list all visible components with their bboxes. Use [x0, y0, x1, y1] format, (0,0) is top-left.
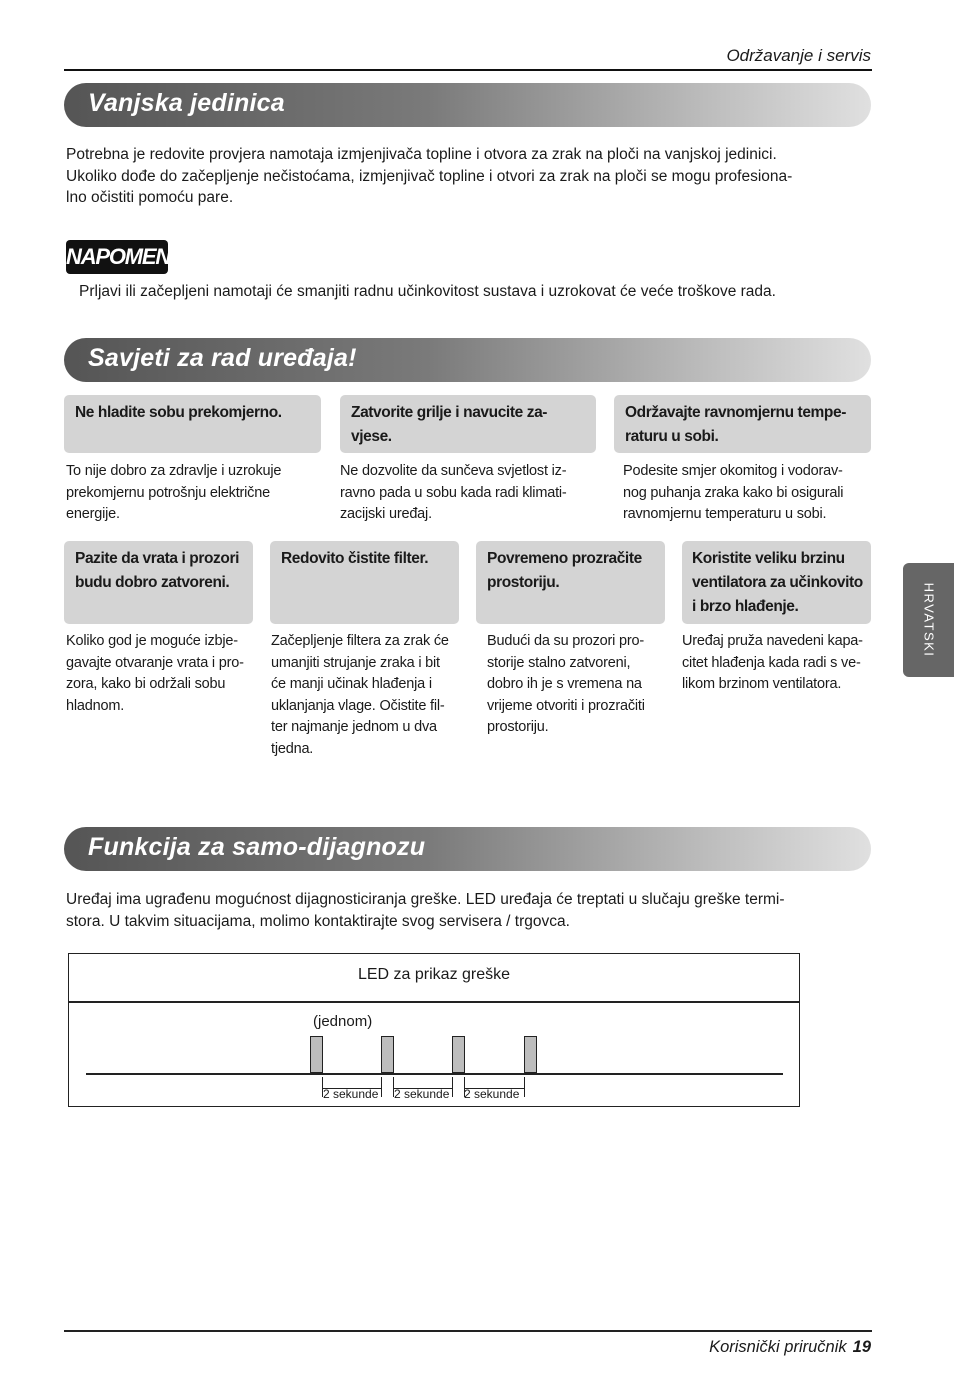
interval-tick — [381, 1077, 382, 1097]
tip-text: Budući da su prozori pro- storije stalno zatvoreni, dobro ih je s vremena na vrijeme otvoriti i prozračiti prostoriju. — [487, 633, 645, 735]
signal-baseline — [86, 1073, 783, 1075]
tip-heading-box — [270, 541, 459, 624]
section-banner-tips — [64, 338, 871, 382]
outdoor-line: Ukoliko dođe do začepljenje nečistoćama, izmjenjivač topline i otvori za zrak na ploči se mogu profesiona- — [66, 167, 793, 185]
tip-heading: Održavajte ravnomjernu tempe- raturu u sobi. — [625, 404, 846, 445]
interval-label: 2 sekunde — [323, 1087, 379, 1101]
section-title-outdoor: Vanjska jedinica — [88, 89, 285, 117]
tip-heading-box — [340, 395, 596, 453]
section-title-tips: Savjeti za rad uređaja! — [88, 344, 357, 372]
pulse-label: (jednom) — [313, 1013, 373, 1030]
led-pulse — [310, 1036, 323, 1073]
tip-heading: Redovito čistite filter. — [281, 550, 429, 567]
note-badge-label: NAPOMENA — [66, 244, 185, 269]
tip-heading: Povremeno prozračite prostoriju. — [487, 550, 642, 591]
interval-label: 2 sekunde — [394, 1087, 450, 1101]
led-diagram-divider — [68, 1001, 800, 1003]
footer-label: Korisnički priručnik — [709, 1338, 847, 1356]
tip-heading-box — [682, 541, 871, 624]
section-banner-diagnosis — [64, 827, 871, 871]
page-number: 19 — [852, 1338, 871, 1356]
tip-heading: Ne hladite sobu prekomjerno. — [75, 404, 282, 421]
note-badge — [66, 240, 185, 274]
outdoor-paragraph — [66, 144, 876, 209]
led-diagram-title: LED za prikaz greške — [357, 966, 511, 983]
language-tab-label: HRVATSKI — [921, 582, 936, 658]
section-banner-outdoor — [64, 83, 871, 127]
page-footer — [709, 1338, 871, 1357]
tip-heading: Pazite da vrata i prozori budu dobro zatvoreni. — [75, 550, 239, 591]
tip-heading: Zatvorite grilje i navucite za- vjese. — [351, 404, 548, 445]
running-header: Održavanje i servis — [726, 46, 871, 65]
tip-heading: Koristite veliku brzinu ventilatora za učinkovito i brzo hlađenje. — [692, 550, 863, 615]
led-pulse — [381, 1036, 394, 1073]
note-text: Prljavi ili začepljeni namotaji će smanjiti radnu učinkovitost sustava i uzrokovat će veće troškove rada. — [79, 283, 776, 300]
diagnosis-paragraph — [66, 889, 876, 932]
section-title-diagnosis: Funkcija za samo-dijagnozu — [88, 833, 426, 861]
tip-text: Podesite smjer okomitog i vodorav- nog puhanja zraka kako bi osigurali ravnomjernu temperaturu u sobi. — [623, 463, 844, 522]
interval-tick — [452, 1077, 453, 1097]
tip-heading-box — [476, 541, 665, 624]
tip-text: Ne dozvolite da sunčeva svjetlost iz- ravno pada u sobu kada radi klimati- zacijski uređaj. — [340, 463, 567, 522]
tip-text: Uređaj pruža navedeni kapa- citet hlađenja kada radi s ve- likom brzinom ventilatora. — [682, 633, 863, 692]
led-pulse — [452, 1036, 465, 1073]
footer-rule — [64, 1330, 872, 1332]
diagnosis-line: Uređaj ima ugrađenu mogućnost dijagnosticiranja greške. LED uređaja će treptati u slučaju greške termi- — [66, 891, 785, 908]
tip-text: Začepljenje filtera za zrak će umanjiti strujanje zraka i bit će manji učinak hlađenja i uklanjanja vlage. Očistite fil- ter najmanje jednom u dva tjedna. — [271, 633, 449, 757]
outdoor-line: lno očistiti pomoću pare. — [66, 189, 234, 206]
tip-heading-box — [64, 541, 253, 624]
tip-text: Koliko god je moguće izbje- gavajte otvaranje vrata i pro- zora, kako bi održali sobu hladnom. — [66, 633, 244, 714]
interval-label: 2 sekunde — [464, 1087, 520, 1101]
diagnosis-line: stora. U takvim situacijama, molimo kontaktirajte svog servisera / trgovca. — [66, 912, 570, 930]
tip-text: To nije dobro za zdravlje i uzrokuje prekomjernu potrošnju električne energije. — [66, 463, 282, 522]
led-pulse — [524, 1036, 537, 1073]
tip-heading-box — [614, 395, 871, 453]
tip-heading-box — [64, 395, 321, 453]
interval-tick — [524, 1077, 525, 1097]
language-tab — [903, 563, 954, 677]
header-rule — [64, 69, 872, 71]
outdoor-line: Potrebna je redovite provjera namotaja izmjenjivača topline i otvora za zrak na ploči na vanjskoj jedinici. — [66, 146, 777, 163]
